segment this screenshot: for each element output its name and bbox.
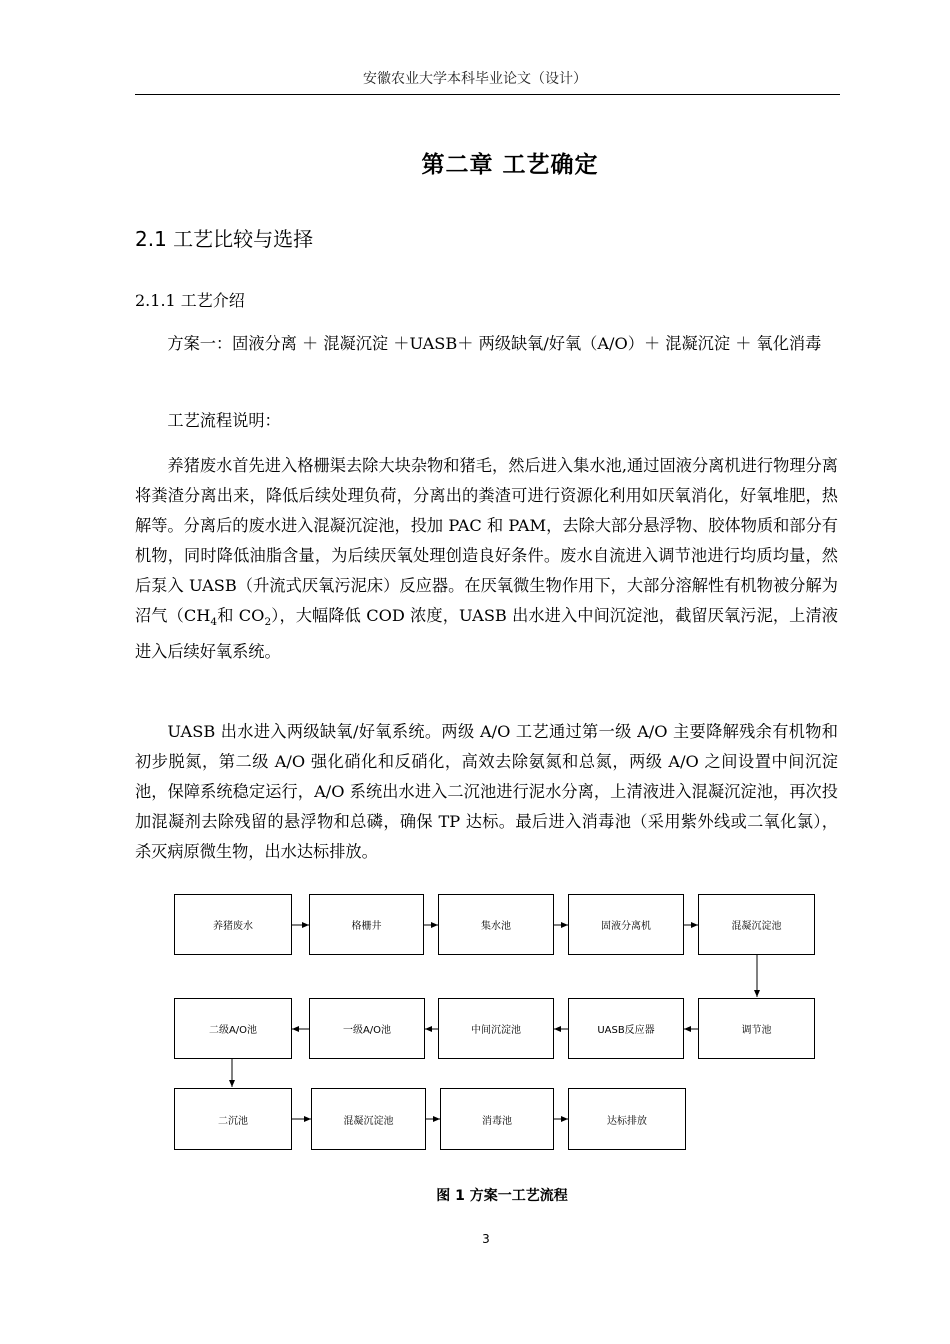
flow-node: 消毒池: [440, 1088, 554, 1150]
flow-node: 调节池: [698, 998, 815, 1059]
flow-node: 混凝沉淀池: [698, 894, 815, 955]
chapter-title: 第二章 工艺确定: [421, 152, 599, 178]
subscript: 2: [264, 616, 272, 629]
body-text: 养猪废水首先进入格栅渠去除大块杂物和猪毛，然后进入集水池,通过固液分离机进行物理分离将粪渣分离出来，降低后续处理负荷，分离出的粪渣可进行资源化利用如厌氧消化，好氧堆肥，热解等。分离后的废水进入混凝沉淀池，投加 PAC 和 PAM，去除大部分悬浮物、胶体物质和部分有机物，同时降低油脂含量，为后续厌氧处理创造良好条件。废水自流进入调节池进行均质均量，然后泵入 UASB（升流式厌氧污泥床）反应器。在厌氧微生物作用下，大部分溶解性有机物被分解为沼气（CH: [135, 456, 838, 625]
flow-node: 混凝沉淀池: [311, 1088, 426, 1150]
flow-node: 中间沉淀池: [438, 998, 554, 1059]
flow-heading: 工艺流程说明：: [167, 411, 281, 430]
body-text: ），大幅降低 COD 浓度，UASB 出水进入中间沉淀池，截留厌氧污泥，上清液进入后续好氧系统。: [135, 606, 838, 662]
section-heading: 2.1 工艺比较与选择: [135, 227, 314, 251]
body-paragraph-1: [135, 451, 838, 667]
flow-node: 二级A/O池: [174, 998, 292, 1059]
subscript: 4: [210, 616, 218, 629]
flow-node: 一级A/O池: [309, 998, 425, 1059]
flow-node: 固液分离机: [568, 894, 684, 955]
flow-node: UASB反应器: [568, 998, 684, 1059]
flow-node: 集水池: [438, 894, 554, 955]
flow-node: 达标排放: [568, 1088, 686, 1150]
subsection-heading: 2.1.1 工艺介绍: [135, 291, 245, 310]
flow-node: 二沉池: [174, 1088, 292, 1150]
page-number: 3: [482, 1232, 490, 1246]
header-rule: [135, 94, 840, 95]
body-text: 和 CO: [217, 606, 265, 625]
running-header: 安徽农业大学本科毕业论文（设计）: [363, 71, 587, 87]
scheme-paragraph: 方案一：固液分离 ＋ 混凝沉淀 ＋UASB＋ 两级缺氧/好氧（A/O）＋ 混凝沉淀 ＋ 氧化消毒: [167, 334, 822, 353]
body-paragraph-2: UASB 出水进入两级缺氧/好氧系统。两级 A/O 工艺通过第一级 A/O 主要降解残余有机物和初步脱氮，第二级 A/O 强化硝化和反硝化，高效去除氨氮和总氮，两级 A/O 之间设置中间沉淀池，保障系统稳定运行，A/O 系统出水进入二沉池进行泥水分离，上清液进入混凝沉淀池，再次投加混凝剂去除残留的悬浮物和总磷，确保 TP 达标。最后进入消毒池（采用紫外线或二氧化氯），杀灭病原微生物，出水达标排放。: [135, 722, 838, 861]
flow-node: 格栅井: [309, 894, 424, 955]
flow-node: 养猪废水: [174, 894, 292, 955]
figure-caption: 图 1 方案一工艺流程: [436, 1188, 568, 1204]
